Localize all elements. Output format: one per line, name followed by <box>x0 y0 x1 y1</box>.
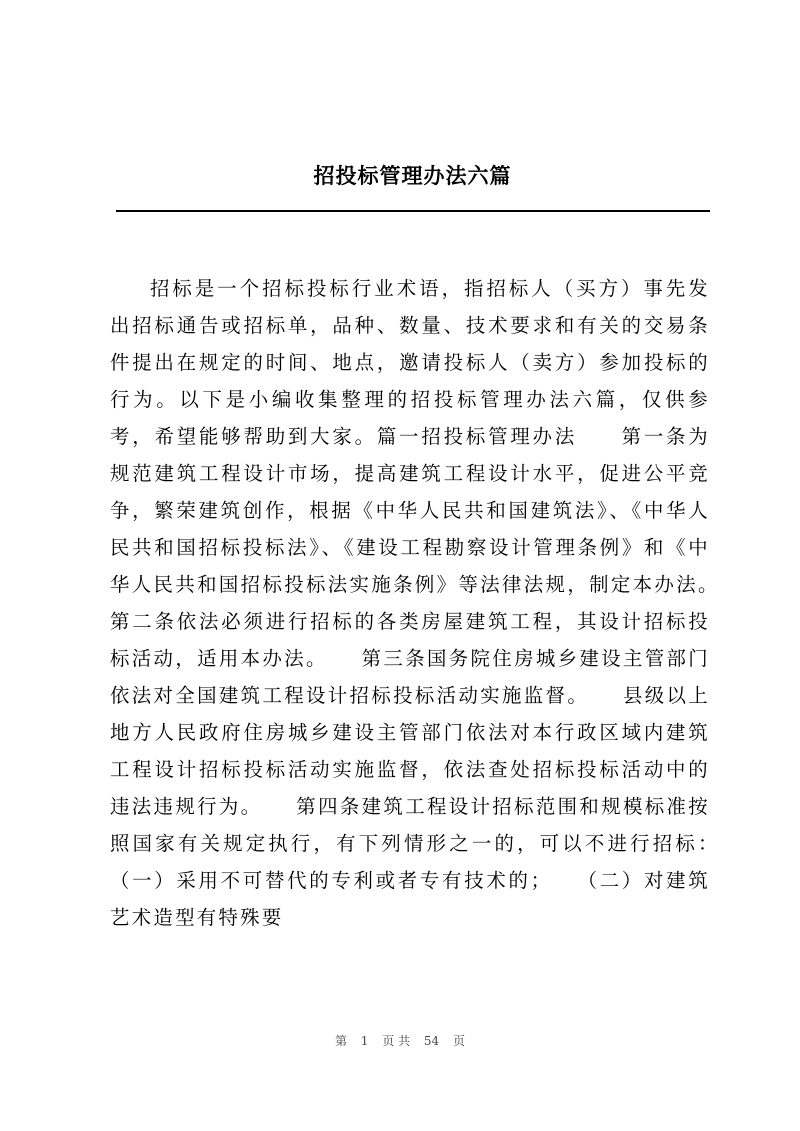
page-number: 1 <box>360 1034 369 1048</box>
document-title: 招投标管理办法六篇 <box>313 163 512 188</box>
title-underline <box>116 210 710 212</box>
page-footer <box>0 1033 800 1049</box>
page-suffix: 页 <box>453 1034 466 1048</box>
page-middle: 页 共 <box>382 1034 411 1048</box>
document-body: 招标是一个招标投标行业术语，指招标人（买方）事先发出招标通告或招标单，品种、数量、技术要求和有关的交易条件提出在规定的时间、地点，邀请投标人（卖方）参加投标的行为。以下是小编收集整理的招投标管理办法六篇，仅供参考，希望能够帮助到大家。篇一招投标管理办法 第一条为规范建筑工程设计市场，提高建筑工程设计水平，促进公平竞争，繁荣建筑创作，根据《中华人民共和国建筑法》、《中华人民共和国招标投标法》、《建设工程勘察设计管理条例》和《中华人民共和国招标投标法实施条例》等法律法规，制定本办法。 第二条依法必须进行招标的各类房屋建筑工程，其设计招标投标活动，适用本办法。 第三条国务院住房城乡建设主管部门依法对全国建筑工程设计招标投标活动实施监督。 县级以上地方人民政府住房城乡建设主管部门依法对本行政区域内建筑工程设计招标投标活动实施监督，依法查处招标投标活动中的违法违规行为。 第四条建筑工程设计招标范围和规模标准按照国家有关规定执行，有下列情形之一的，可以不进行招标： （一）采用不可替代的专利或者专有技术的； （二）对建筑艺术造型有特殊要 <box>110 277 754 929</box>
page-prefix: 第 <box>334 1034 347 1048</box>
total-pages: 54 <box>423 1034 440 1048</box>
